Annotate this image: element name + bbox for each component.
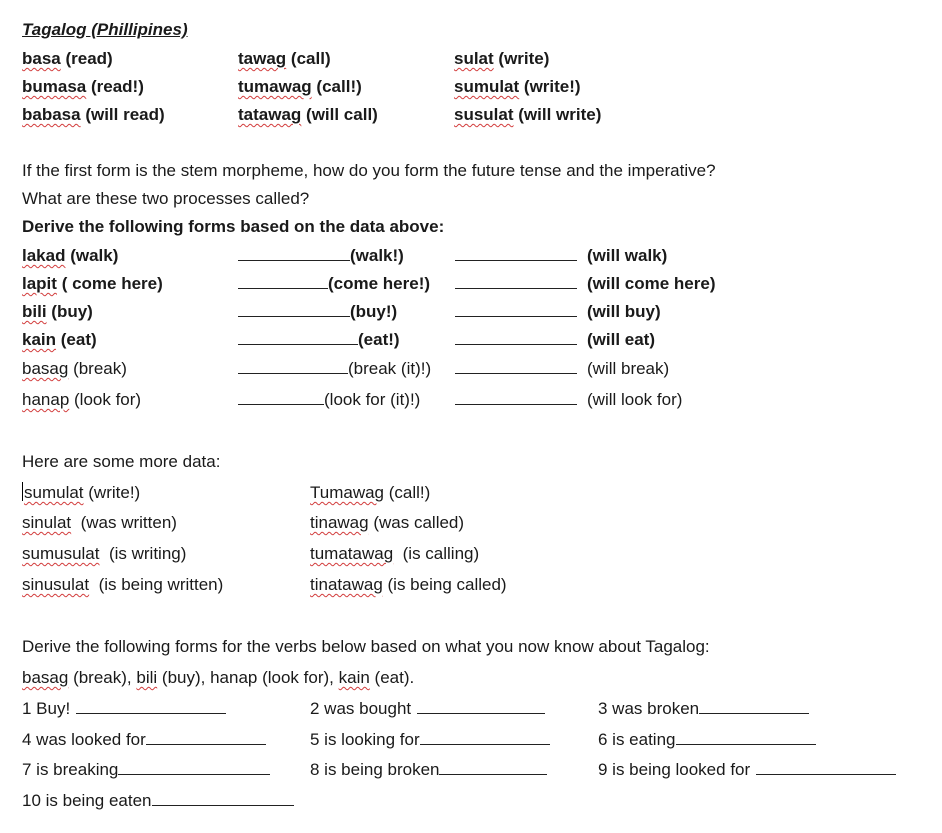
exercise-5: 5 is looking for [310,729,550,751]
data-col3-row1: sulat (write) [454,49,550,68]
data-col2-row3: tatawag (will call) [238,105,378,124]
exercise-7: 7 is breaking [22,759,270,781]
data-col2-row1: tawag (call) [238,49,331,68]
exercise-2: 2 was bought [310,698,545,720]
more-right-row4: tinatawag (is being called) [310,575,507,594]
derive-imperative-1: (walk!) [238,245,404,267]
exercise-1: 1 Buy! [22,698,226,720]
answer-blank[interactable] [238,330,358,345]
derive-stem-1: lakad (walk) [22,246,119,265]
exercise-10: 10 is being eaten [22,790,294,812]
exercise-3: 3 was broken [598,698,809,720]
data-col2-row2: tumawag (call!) [238,77,362,96]
derive-future-2: (will come here) [455,273,715,295]
derive-stem-2: lapit ( come here) [22,274,163,293]
data-col1-row1: basa (read) [22,49,113,68]
more-right-row2: tinawag (was called) [310,513,465,532]
answer-blank[interactable] [756,760,896,775]
derive-future-1: (will walk) [455,245,667,267]
answer-blank[interactable] [146,730,266,745]
answer-blank[interactable] [455,246,577,261]
answer-blank[interactable] [455,274,577,289]
more-left-row2: sinulat (was written) [22,513,177,532]
answer-blank[interactable] [238,359,348,374]
data-col1-row2: bumasa (read!) [22,77,144,96]
answer-blank[interactable] [455,390,577,405]
more-data-heading: Here are some more data: [22,452,221,471]
data-col1-row3: babasa (will read) [22,105,165,124]
derive-imperative-5: (break (it)!) [238,358,431,380]
answer-blank[interactable] [455,302,577,317]
answer-blank[interactable] [238,246,350,261]
page-title: Tagalog (Phillipines) [22,20,188,39]
answer-blank[interactable] [420,730,550,745]
derive-imperative-3: (buy!) [238,301,397,323]
derive-future-3: (will buy) [455,301,661,323]
answer-blank[interactable] [676,730,816,745]
derive-stem-4: kain (eat) [22,330,97,349]
answer-blank[interactable] [699,699,809,714]
more-left-row1: sumulat (write!) [24,483,141,502]
exercise-4: 4 was looked for [22,729,266,751]
data-col3-row3: susulat (will write) [454,105,602,124]
derive-stem-6: hanap (look for) [22,390,142,409]
question-2: What are these two processes called? [22,189,310,208]
more-right-row1: Tumawag (call!) [310,483,431,502]
answer-blank[interactable] [455,359,577,374]
final-instruction: Derive the following forms for the verbs below based on what you now know about Tagalog: [22,637,710,656]
derive-imperative-6: (look for (it)!) [238,389,420,411]
more-left-row3: sumusulat (is writing) [22,544,187,563]
answer-blank[interactable] [417,699,545,714]
text-cursor [22,482,23,501]
answer-blank[interactable] [118,760,270,775]
derive-imperative-4: (eat!) [238,329,400,351]
answer-blank[interactable] [439,760,547,775]
answer-blank[interactable] [76,699,226,714]
answer-blank[interactable] [238,274,328,289]
exercise-6: 6 is eating [598,729,816,751]
more-right-row3: tumatawag (is calling) [310,544,480,563]
derive-future-4: (will eat) [455,329,655,351]
derive-stem-3: bili (buy) [22,302,93,321]
derive-stem-5: basag (break) [22,359,127,378]
answer-blank[interactable] [152,791,294,806]
derive-future-5: (will break) [455,358,669,380]
question-1: If the first form is the stem morpheme, how do you form the future tense and the imperative? [22,161,716,180]
exercise-8: 8 is being broken [310,759,547,781]
derive-heading: Derive the following forms based on the data above: [22,217,445,236]
answer-blank[interactable] [238,302,350,317]
answer-blank[interactable] [238,390,324,405]
derive-future-6: (will look for) [455,389,682,411]
derive-imperative-2: (come here!) [238,273,430,295]
answer-blank[interactable] [455,330,577,345]
verb-list: basag (break), bili (buy), hanap (look for), kain (eat). [22,668,415,687]
exercise-9: 9 is being looked for [598,759,896,781]
data-col3-row2: sumulat (write!) [454,77,581,96]
more-left-row4: sinusulat (is being written) [22,575,224,594]
